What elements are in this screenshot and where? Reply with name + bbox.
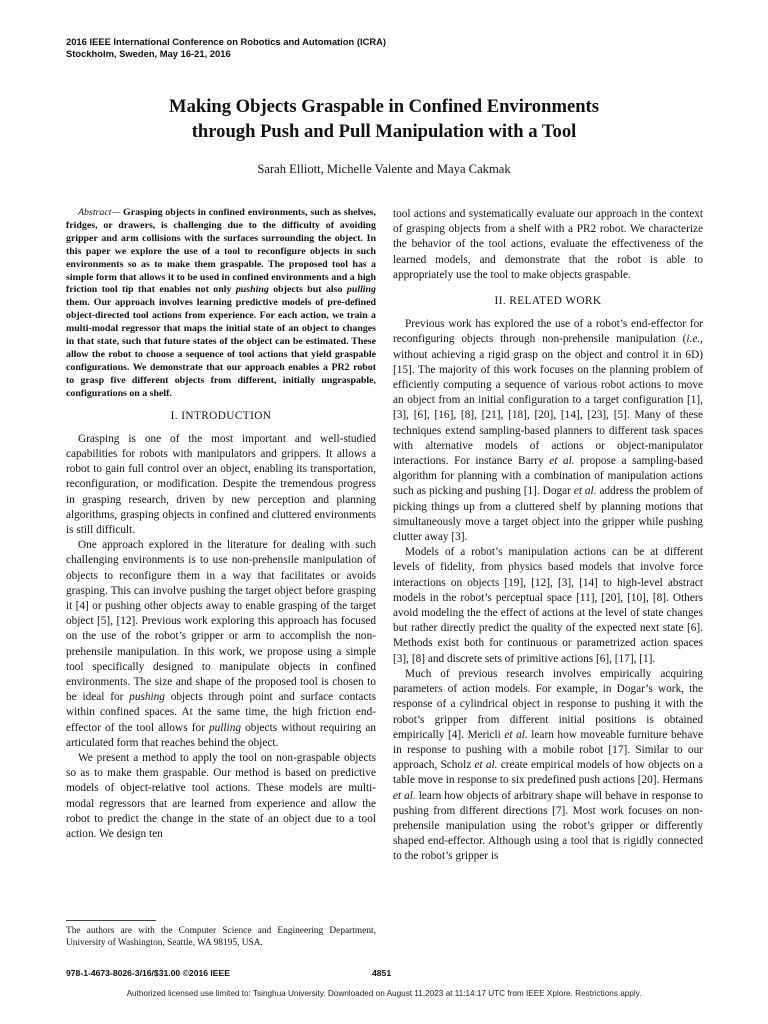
- intro-paragraph-2: [66, 538, 376, 751]
- related-p3-em-etal-3: et al.: [393, 789, 416, 802]
- right-column: [393, 207, 703, 865]
- abstract-label: Abstract—: [78, 207, 121, 218]
- isbn-copyright: 978-1-4673-8026-3/16/$31.00 ©2016 IEEE: [66, 968, 231, 978]
- intro-p2-em-pushing: pushing: [129, 691, 165, 704]
- abstract: [66, 207, 376, 401]
- related-p1-em-etal-2: et al.: [573, 485, 597, 498]
- page-number: 4851: [372, 968, 392, 978]
- related-p3-text-c: create empirical models of how objects on a table move in response to six predefined push actions [20]. Hermans: [393, 759, 703, 787]
- related-paragraph-1: [393, 317, 703, 545]
- related-p3-em-etal-1: et al.: [504, 728, 528, 741]
- abstract-em-pushing: pushing: [235, 284, 269, 296]
- intro-p2-em-pulling: pulling: [208, 721, 241, 734]
- section-heading-introduction: I. INTRODUCTION: [170, 409, 272, 422]
- related-p1-text-c: propose a sampling-based algorithm for planning with a combination of manipulation actions such as picking and pushing [1]. Dogar: [393, 455, 703, 498]
- intro-p2-text-c: objects without requiring an articulated form that reaches behind the object.: [66, 721, 376, 749]
- license-notice: Authorized licensed use limited to: Tsinghua University. Downloaded on August 11,2023 at 11:14:17 UTC from IEEE Xplore. Restrictions apply.: [126, 989, 642, 998]
- related-paragraph-2: Models of a robot’s manipulation actions can be at different levels of fidelity, from physics based models that involve force interactions on objects [19], [12], [3], [14] to high-level abstract models in the robot’s perceptual space [11], [20], [10], [8]. Others avoid modeling the the effect of actions at the level of state changes but rather directly predict the quality of the expected next state [6]. Methods exist both for continuous or parametrized action spaces [3], [8] and discrete sets of primitive actions [6], [17], [1].: [393, 546, 703, 665]
- related-p1-em-ie: i.e.,: [686, 333, 703, 346]
- intro-paragraph-1: Grasping is one of the most important and well-studied capabilities for robots with manipulators and grippers. It allows a robot to gain full control over an object, enabling its transportation, reconfiguration, or modification. Despite the tremendous progress in grasping research, driven by new perception and planning algorithms, grasping objects in confined and cluttered environments is still difficult.: [66, 432, 376, 537]
- related-p3-text-b: learn how moveable furniture behave in response to pushing with a mobile robot [17]. Similar to our approach, Scholz: [393, 728, 703, 772]
- related-p1-text-a: Previous work has explored the use of a robot’s end-effector for reconfiguring objects through non-prehensile manipulation (: [393, 318, 703, 346]
- footnote-rule: [66, 920, 156, 921]
- section-heading-related-work: II. RELATED WORK: [494, 295, 602, 308]
- conference-header: [66, 36, 566, 60]
- related-p1-text-d: address the problem of picking things up from a cluttered shelf by planning motions that simultaneously move a target object into the gripper while pushing clutter away [3].: [393, 485, 703, 544]
- abstract-em-pulling: pulling: [346, 284, 376, 296]
- affiliation-footnote: The authors are with the Computer Science and Engineering Department, University of Washington, Seattle, WA 98195, USA.: [66, 926, 376, 948]
- intro-paragraph-3: We present a method to apply the tool on non-graspable objects so as to make them graspable. Our method is based on predictive models of object-relative tool actions. These models are multi-modal regressors that are learned from experience and allow the robot to predict the change in the state of an object due to a tool action. We design ten: [66, 752, 376, 841]
- abstract-text-3: them. Our approach involves learning predictive models of pre-defined object-directed tool actions from experience. For each action, we train a multi-modal regressor that maps the initial state of an object to changes in that state, such that future states of the object can be estimated. These allow the robot to choose a sequence of tool actions that yield graspable configurations. We demonstrate that our approach enables a PR2 robot to grasp five different objects from different, initially ungraspable, configurations on a shelf.: [66, 297, 376, 399]
- intro-paragraph-3-continued: tool actions and systematically evaluate our approach in the context of grasping objects from a shelf with a PR2 robot. We characterize the behavior of the tool actions, evaluate the effectiveness of the learned models, and demonstrate that the robot is able to appropriately use the tool to make objects graspable.: [393, 208, 703, 281]
- intro-p2-text-b: objects through point and surface contacts within confined spaces. At the same time, the high friction end-effector of the tool allows for: [66, 691, 376, 734]
- related-p1-text-b: without achieving a rigid grasp on the object and control it in 6D) [15]. The majority of this work focuses on the planning problem of efficiently computing a sequence of various robot actions to move an object from an initial configuration to a target configuration [1], [3], [6], [16], [8], [21], [18], [20], [14], [23], [5]. Many of these techniques extend sampling-based planners to different task spaces with alternative models of actions or object-manipulator interactions. For instance Barry: [393, 348, 703, 468]
- related-p3-em-etal-2: et al.: [474, 759, 498, 772]
- left-column: [66, 207, 376, 842]
- conference-name: 2016 IEEE International Conference on Robotics and Automation (ICRA): [66, 36, 386, 47]
- related-p1-em-etal-1: et al.: [549, 455, 575, 468]
- abstract-text-1: Grasping objects in confined environments, such as shelves, fridges, or drawers, is challenging due to the difficulty of avoiding gripper and arm collisions with the surfaces surrounding the object. In this paper we explore the use of a tool to reconfigure objects in such environments so as to make them graspable. The proposed tool has a simple form that allows it to be used in confined environments and a high friction tool tip that enables not only: [66, 207, 376, 296]
- paper-title: [60, 94, 708, 144]
- related-paragraph-3: [393, 667, 703, 865]
- title-line-2: through Push and Pull Manipulation with a Tool: [191, 121, 577, 142]
- abstract-text-2: objects but also: [268, 284, 347, 296]
- title-line-1: Making Objects Graspable in Confined Environments: [169, 96, 599, 117]
- conference-location: Stockholm, Sweden, May 16-21, 2016: [66, 48, 231, 59]
- related-p3-text-a: Much of previous research involves empirically acquiring parameters of action models. For example, in Dogar’s work, the response of a cylindrical object in response to pushing it with the robot’s gripper from different initial positions is obtained empirically [4]. Mericli: [393, 667, 703, 741]
- related-p3-text-d: learn how objects of arbitrary shape will behave in response to pushing from different directions [7]. Most work focuses on non-prehensile manipulation using the robot’s gripper or differently shaped end-effector. Although using a tool that is rigidly connected to the robot’s gripper is: [393, 789, 703, 863]
- authors: Sarah Elliott, Michelle Valente and Maya Cakmak: [257, 162, 511, 176]
- intro-p2-text-a: One approach explored in the literature for dealing with such challenging environments is to use non-prehensile manipulation of objects to reconfigure them in a way that facilitates or avoids grasping. This can involve pushing the target object before grasping it [4] or pushing other objects away to enable grasping of the target object [5], [12]. Previous work exploring this approach has focused on the use of the robot’s gripper or arm to accomplish the non-prehensile manipulation. In this work, we propose using a simple tool specifically designed to manipulate objects in confined environments. The size and shape of the proposed tool is chosen to be ideal for: [66, 539, 376, 704]
